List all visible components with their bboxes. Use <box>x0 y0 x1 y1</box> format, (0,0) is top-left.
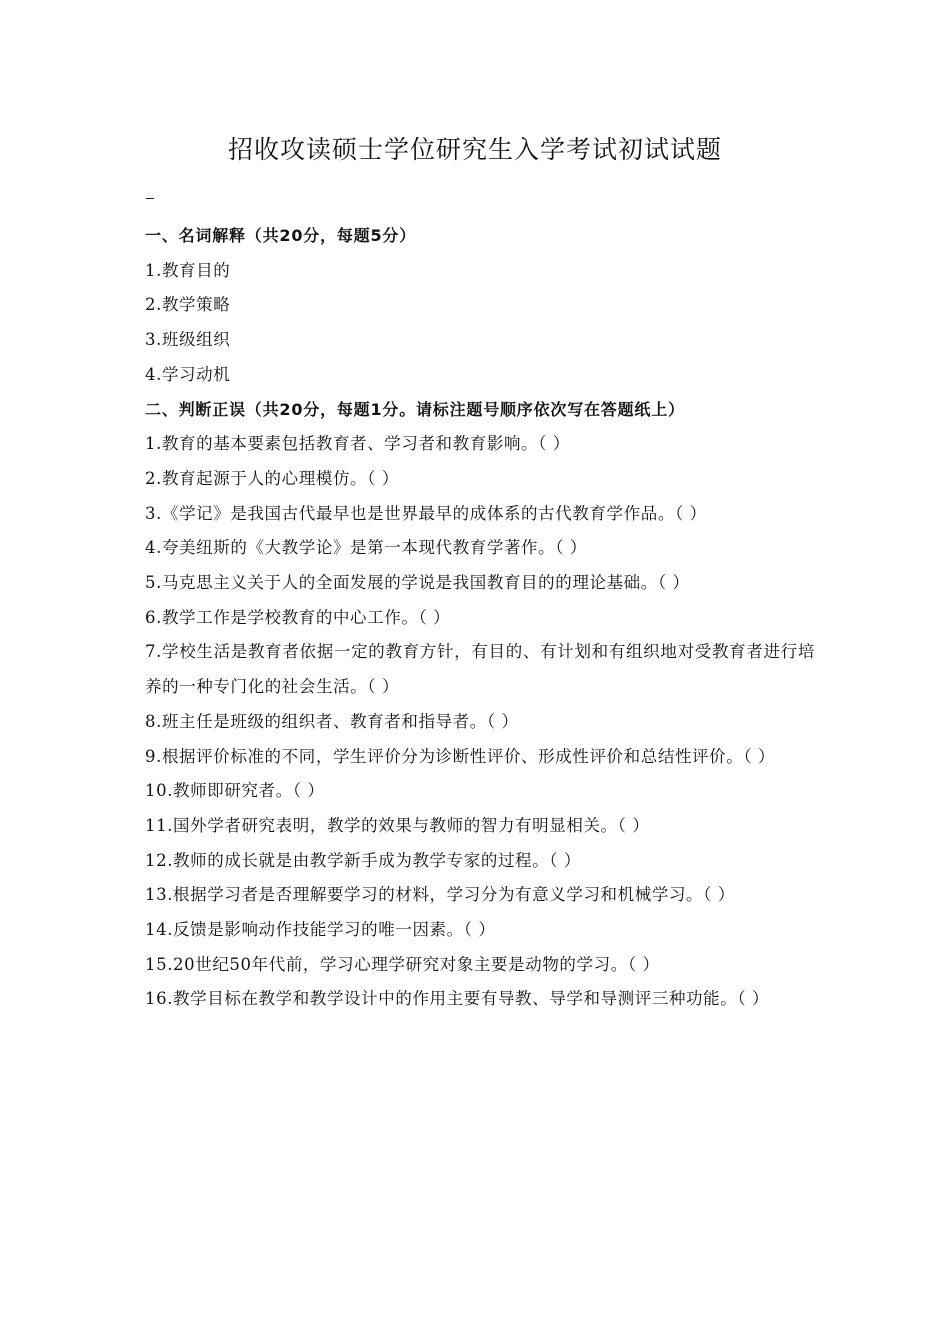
list-item: 12.教师的成长就是由教学新手成为教学专家的过程。（ ） <box>145 850 582 870</box>
section-heading-true-false: 二、判断正误（共20分，每题1分。请标注题号顺序依次写在答题纸上） <box>145 399 685 419</box>
list-item: 10.教师即研究者。（ ） <box>145 781 325 801</box>
list-item: 6.教学工作是学校教育的中心工作。（ ） <box>145 607 451 627</box>
list-item: 4.学习动机 <box>145 364 231 384</box>
list-item: 16.教学目标在教学和教学设计中的作用主要有导教、导学和导测评三种功能。（ ） <box>145 989 770 1009</box>
list-item: 2.教育起源于人的心理模仿。（ ） <box>145 468 399 488</box>
list-item: 15.20世纪50年代前，学习心理学研究对象主要是动物的学习。（ ） <box>145 954 660 974</box>
list-item: 5.马克思主义关于人的全面发展的学说是我国教育目的的理论基础。（ ） <box>145 573 690 593</box>
underscore-mark <box>146 198 154 199</box>
list-item: 8.班主任是班级的组织者、教育者和指导者。（ ） <box>145 711 519 731</box>
list-item: 4.夸美纽斯的《大教学论》是第一本现代教育学著作。（ ） <box>145 538 588 558</box>
list-item: 7.学校生活是教育者依据一定的教育方针，有目的、有计划和有组织地对受教育者进行培养的一种专门化的社会生活。（ ） <box>145 642 815 697</box>
list-item: 9.根据评价标准的不同，学生评价分为诊断性评价、形成性评价和总结性评价。（ ） <box>145 746 776 766</box>
list-item: 1.教育目的 <box>145 260 231 280</box>
page-title: 招收攻读硕士学位研究生入学考试初试试题 <box>227 135 722 164</box>
list-item: 11.国外学者研究表明，教学的效果与教师的智力有明显相关。（ ） <box>145 815 650 835</box>
list-item: 2.教学策略 <box>145 295 231 315</box>
list-item: 3.《学记》是我国古代最早也是世界最早的成体系的古代教育学作品。（ ） <box>145 503 707 523</box>
exam-content <box>145 219 815 1017</box>
list-item: 3.班级组织 <box>145 330 231 350</box>
section-heading-terms: 一、名词解释（共20分，每题5分） <box>145 226 416 245</box>
list-item: 13.根据学习者是否理解要学习的材料，学习分为有意义学习和机械学习。（ ） <box>145 885 735 905</box>
list-item: 14.反馈是影响动作技能学习的唯一因素。（ ） <box>145 920 496 940</box>
list-item: 1.教育的基本要素包括教育者、学习者和教育影响。（ ） <box>145 434 570 454</box>
